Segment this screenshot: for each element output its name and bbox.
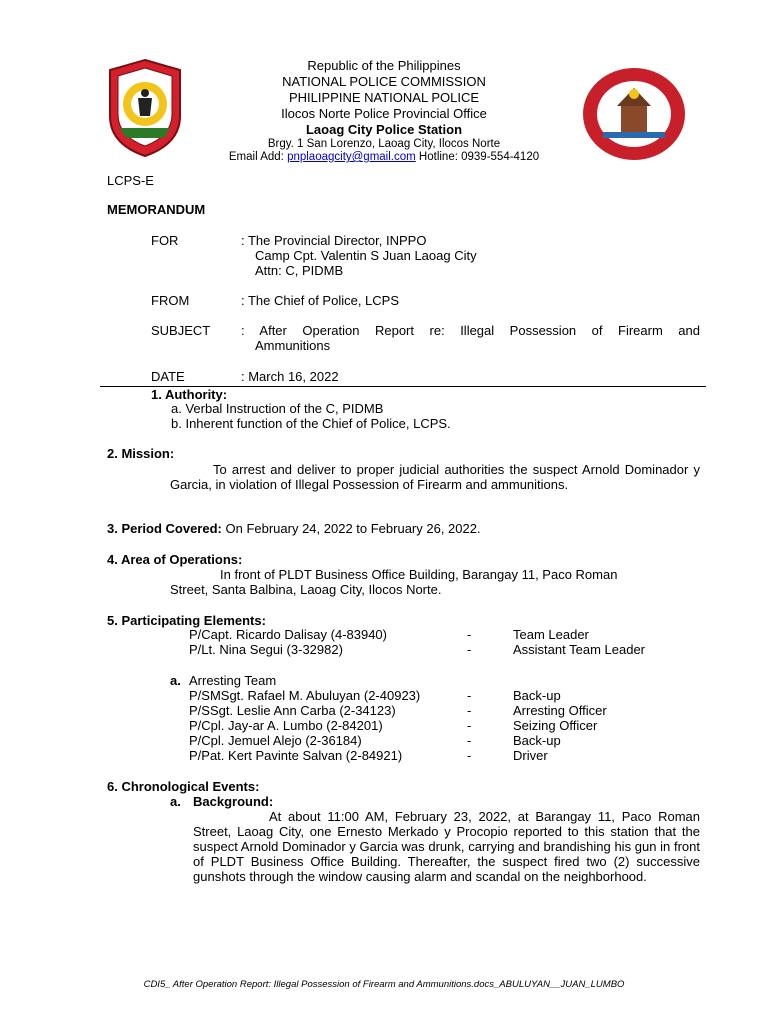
hotline: Hotline: 0939-554-4120 [418, 151, 540, 163]
team-member-role: Arresting Officer [513, 703, 607, 718]
team-member-name: P/Pat. Kert Pavinte Salvan (2-84921) [189, 748, 403, 763]
team-member-dash: - [467, 688, 472, 703]
s6-sub-title: Background: [193, 794, 274, 809]
date-value: : March 16, 2022 [241, 369, 339, 384]
for-label: FOR [151, 233, 179, 248]
team-member-dash: - [467, 703, 472, 718]
assistant-dash: - [467, 642, 472, 657]
team-member-name: P/Cpl. Jemuel Alejo (2-36184) [189, 733, 362, 748]
s2-title: 2. Mission: [107, 446, 175, 461]
header-line-station: Laoag City Police Station [305, 122, 463, 137]
leader-role: Team Leader [513, 627, 589, 642]
subject-line-2: Ammunitions [255, 338, 331, 353]
s3-line [107, 521, 481, 536]
subject-line-1: : After Operation Report re: Illegal Possession of Firearm and [241, 323, 700, 338]
s4-line-2: Street, Santa Balbina, Laoag City, Ilocos Norte. [170, 582, 442, 597]
document-footer: CDI5_ After Operation Report: Illegal Possession of Firearm and Ammunitions.docs_ABULUYAN__JUAN_LUMBO [143, 979, 625, 990]
team-member-dash: - [467, 718, 472, 733]
team-member-role: Back-up [513, 733, 561, 748]
team-member-name: P/Cpl. Jay-ar A. Lumbo (2-84201) [189, 718, 383, 733]
for-line-3: Attn: C, PIDMB [255, 263, 344, 278]
s3-title: 3. Period Covered: [107, 521, 222, 536]
s6-sub-label: a. [170, 794, 181, 809]
laoag-station-seal-right [581, 66, 687, 162]
team-member-dash: - [467, 748, 472, 763]
pnp-seal-left [106, 58, 184, 158]
header-line-provincial-office: Ilocos Norte Police Provincial Office [281, 106, 487, 121]
email-label: Email Add: [228, 151, 284, 163]
s4-title: 4. Area of Operations: [107, 552, 243, 567]
from-value: : The Chief of Police, LCPS [241, 293, 400, 308]
team-member-name: P/SMSgt. Rafael M. Abuluyan (2-40923) [189, 688, 421, 703]
leader-name: P/Capt. Ricardo Dalisay (4-83940) [189, 627, 387, 642]
team-title: Arresting Team [189, 673, 277, 688]
s3-text: On February 24, 2022 to February 26, 2022. [221, 521, 481, 536]
for-line-2: Camp Cpt. Valentin S Juan Laoag City [255, 248, 477, 263]
reference-code: LCPS-E [107, 173, 154, 188]
header-line-address: Brgy. 1 San Lorenzo, Laoag City, Ilocos Norte [267, 138, 501, 150]
s2-text: To arrest and deliver to proper judicial authorities the suspect Arnold Dominador y Garcia, in violation of Illegal Possession of Firearm and ammunitions. [170, 462, 700, 492]
header-line-republic: Republic of the Philippines [307, 58, 461, 73]
team-member-role: Driver [513, 748, 548, 763]
date-label: DATE [151, 369, 185, 384]
s1-title: 1. Authority: [151, 387, 228, 402]
team-member-dash: - [467, 733, 472, 748]
assistant-name: P/Lt. Nina Segui (3-32982) [189, 642, 343, 657]
assistant-role: Assistant Team Leader [513, 642, 645, 657]
letterhead [200, 58, 568, 164]
s4-line-1: In front of PLDT Business Office Building, Barangay 11, Paco Roman [220, 567, 618, 582]
s1-item-b: b. Inherent function of the Chief of Police, LCPS. [171, 416, 451, 431]
header-line-pnp: PHILIPPINE NATIONAL POLICE [289, 90, 479, 105]
s5-title: 5. Participating Elements: [107, 613, 266, 628]
memo-title: MEMORANDUM [107, 202, 206, 217]
email-link[interactable]: pnplaoagcity@gmail.com [287, 151, 416, 163]
subject-label: SUBJECT [151, 323, 211, 338]
team-member-role: Seizing Officer [513, 718, 598, 733]
header-line-napolcom: NATIONAL POLICE COMMISSION [282, 74, 486, 89]
s6-background-text: At about 11:00 AM, February 23, 2022, at Barangay 11, Paco Roman Street, Laoag City, one Ernesto Merkado y Procopio reported to this station that the suspect Arnold Dominador y Garcia was drunk, carrying and brandishing his gun in front of PLDT Business Office Building. Thereafter, the suspect fired two (2) successive gunshots through the window causing alarm and scandal on the neighborhood. [193, 809, 700, 884]
for-line-1: : The Provincial Director, INPPO [241, 233, 427, 248]
team-member-name: P/SSgt. Leslie Ann Carba (2-34123) [189, 703, 396, 718]
s1-item-a: a. Verbal Instruction of the C, PIDMB [171, 401, 384, 416]
leader-dash: - [467, 627, 472, 642]
team-member-role: Back-up [513, 688, 561, 703]
from-label: FROM [151, 293, 190, 308]
team-label: a. [170, 673, 181, 688]
s6-title: 6. Chronological Events: [107, 779, 260, 794]
header-line-contact [200, 151, 568, 164]
